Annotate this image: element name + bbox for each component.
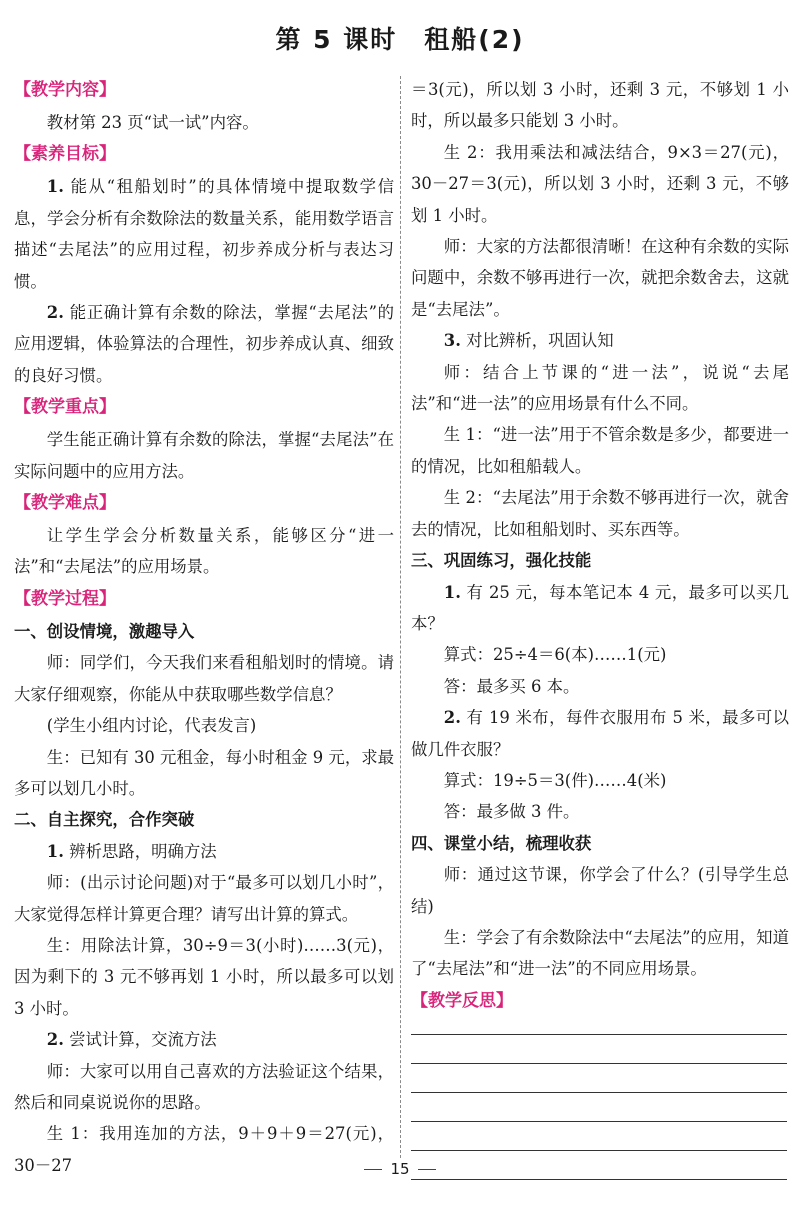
item-number: 2. (46, 1030, 64, 1050)
paragraph: 2. 有 19 米布，每件衣服用布 5 米，最多可以做几件衣服？ (411, 708, 789, 759)
page-title: 第 5 课时 租船(2) (275, 25, 525, 54)
paragraph: 教材第 23 页“试一试”内容。 (46, 113, 259, 132)
paragraph: 让学生学会分析数量关系，能够区分“进一法”和“去尾法”的应用场景。 (14, 526, 394, 577)
paragraph: 1. 有 25 元，每本笔记本 4 元，最多可以买几本？ (411, 582, 789, 633)
paragraph: 生：学会了有余数除法中“去尾法”的应用，知道了“去尾法”和“进一法”的不同应用场景。 (411, 927, 789, 979)
section-heading: 【教学内容】 (14, 80, 116, 100)
section-heading: 【教学难点】 (14, 493, 116, 514)
paragraph: 生 1：“进一法”用于不管余数是多少，都要进一的情况，比如租船载人。 (411, 425, 789, 476)
right-column (411, 74, 789, 1208)
paragraph: 1. 能从“租船划时”的具体情境中提取数学信息，学会分析有余数除法的数量关系，能用数学语言描述“去尾法”的应用过程，初步养成分析与表达习惯。 (14, 177, 394, 291)
footer-dash-left (364, 1169, 382, 1170)
reflection-lines (411, 1034, 789, 1180)
item-number: 1. (46, 841, 64, 861)
section-heading: 【教学重点】 (14, 397, 116, 418)
paragraph: 师：通过这节课，你学会了什么？(引导学生总结) (411, 865, 789, 916)
paragraph: 生：用除法计算，30÷9＝3(小时)……3(元)，因为剩下的 3 元不够再划 1 小时，所以最多可以划 3 小时。 (14, 935, 400, 1018)
paragraph: 师：大家可以用自己喜欢的方法验证这个结果，然后和同桌说说你的思路。 (14, 1061, 394, 1112)
step-heading: 三、巩固练习，强化技能 (411, 551, 592, 571)
paragraph: 算式：25÷4＝6(本)……1(元) (443, 645, 667, 665)
paragraph: 2. 能正确计算有余数的除法，掌握“去尾法”的应用逻辑，体验算法的合理性，初步养成认真、细致的良好习惯。 (14, 303, 394, 385)
item-number: 2. (46, 303, 64, 323)
section-heading: 【教学过程】 (14, 588, 116, 609)
section-heading: 【教学反思】 (411, 990, 513, 1011)
paragraph: 2. 尝试计算，交流方法 (46, 1030, 217, 1050)
item-number: 3. (443, 331, 461, 351)
writing-line (411, 1179, 787, 1180)
step-heading: 二、自主探究，合作突破 (14, 810, 195, 830)
paragraph: ＝3(元)，所以划 3 小时，还剩 3 元，不够划 1 小时，所以最多只能划 3 小时。 (411, 80, 789, 131)
step-heading: 四、课堂小结，梳理收获 (411, 833, 592, 853)
item-number: 2. (443, 708, 461, 728)
writing-line (411, 1121, 787, 1122)
column-divider (400, 76, 401, 1158)
paragraph: 生：已知有 30 元租金，每小时租金 9 元，求最多可以划几小时。 (14, 747, 394, 798)
paragraph: 师：结合上节课的“进一法”，说说“去尾法”和“进一法”的应用场景有什么不同。 (411, 362, 789, 414)
writing-line (411, 1063, 787, 1064)
item-number: 1. (46, 177, 64, 197)
paragraph: 师：同学们，今天我们来看租船划时的情境。请大家仔细观察，你能从中获取哪些数学信息？ (14, 653, 394, 704)
writing-line (411, 1150, 787, 1151)
paragraph: 3. 对比辨析，巩固认知 (443, 331, 614, 351)
writing-line (411, 1034, 787, 1035)
paragraph: 答：最多买 6 本。 (443, 676, 580, 696)
page-number: 15 (390, 1160, 410, 1178)
paragraph: 学生能正确计算有余数的除法，掌握“去尾法”在实际问题中的应用方法。 (14, 430, 394, 481)
paragraph: 师：(出示讨论问题)对于“最多可以划几小时”，大家觉得怎样计算更合理？请写出计算的算式。 (14, 873, 394, 924)
writing-line (411, 1092, 787, 1093)
paragraph: 算式：19÷5＝3(件)……4(米) (443, 770, 667, 790)
paragraph: (学生小组内讨论，代表发言) (46, 716, 257, 736)
section-heading: 【素养目标】 (14, 144, 116, 165)
paragraph: 1. 辨析思路，明确方法 (46, 841, 217, 861)
paragraph: 生 1：我用连加的方法，9＋9＋9＝27(元)，30－27 (14, 1124, 394, 1175)
paragraph: 生 2：“去尾法”用于余数不够再进行一次，就舍去的情况，比如租船划时、买东西等。 (411, 488, 789, 539)
paragraph: 答：最多做 3 件。 (443, 802, 580, 822)
footer-dash-right (418, 1169, 436, 1170)
step-heading: 一、创设情境，激趣导入 (14, 621, 195, 641)
paragraph: 师：大家的方法都很清晰！在这种有余数的实际问题中，余数不够再进行一次，就把余数舍去，这就是“去尾法”。 (411, 237, 789, 319)
paragraph: 生 2：我用乘法和减法结合，9×3＝27(元)，30－27＝3(元)，所以划 3 小时，还剩 3 元，不够划 1 小时。 (411, 142, 789, 225)
page-footer (0, 1160, 800, 1178)
item-number: 1. (443, 582, 461, 602)
